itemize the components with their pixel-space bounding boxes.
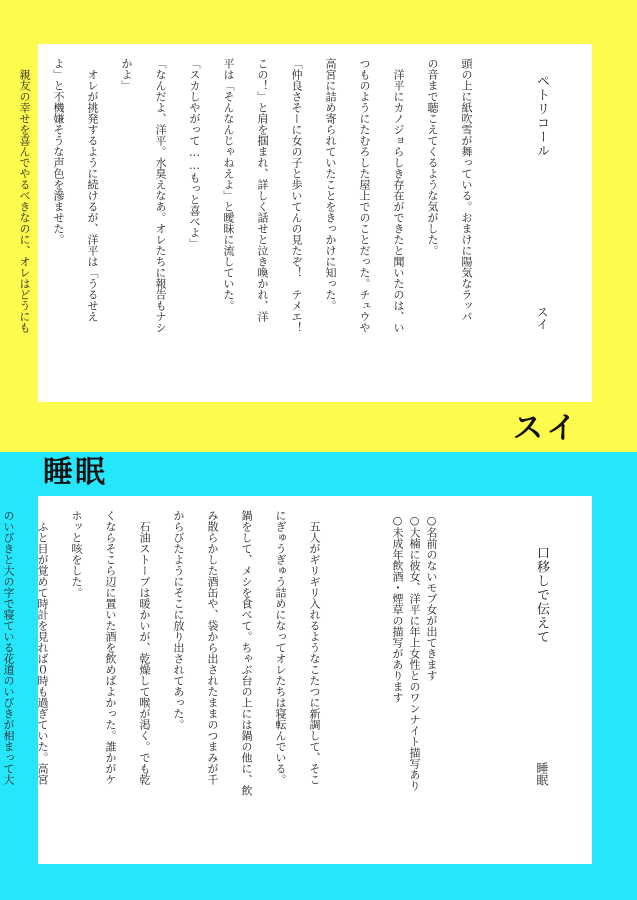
warning-item: ○未成年飲酒・煙草の描写があります: [391, 514, 404, 703]
warning-item: ○大楠に彼女、洋平に年上女性とのワンナイト描写あり: [408, 514, 421, 791]
body-line: 石油ストーブは暖かいが、乾燥して喉が渇く。でも乾: [138, 521, 151, 785]
body-line: 親友の幸せを喜んでやるべきなのに、オレはどうにも: [18, 69, 31, 333]
body-line: 「スカしやがって……もっと喜べよ」: [188, 58, 201, 249]
body-line: にぎゅうぎゅう詰めになってオレたちは寝転んでいる。: [274, 510, 287, 785]
warning-item: ○名前のないモブ女が出てきます: [425, 514, 438, 681]
body-line: 洋平にカノジョらしき存在ができたと聞いたのは、い: [392, 69, 405, 333]
body-line: ホッと咳をした。: [70, 510, 83, 598]
body-line: 平は「そんなんじゃねえよ」と曖昧に流していた。: [222, 58, 235, 311]
body-line: からびたようにそこに放り出されてあった。: [172, 510, 185, 730]
work-title: 口移しで伝えて: [534, 546, 549, 644]
body-line: この！」と肩を掴まれ、詳しく話せと泣き喚かれ、洋: [256, 58, 269, 322]
manuscript-page-petrichor: [18, 44, 592, 402]
work-author: スイ: [535, 306, 549, 330]
body-line: 五人がギリギリ入れるようなこたつに新調して、そこ: [308, 521, 321, 785]
work-body: [0, 510, 340, 856]
body-line: 高宮に詰め寄られていたことをきっかけに知った。: [324, 58, 337, 311]
body-line: つものようにたむろした屋上でのことだった。チュウや: [358, 58, 371, 333]
body-line: よ」と不機嫌そうな声色を滲ませた。: [52, 58, 65, 245]
body-line: み散らかした酒缶や、袋から出されたままのつまみが千: [206, 510, 219, 785]
body-line: 鍋をして、メシを食べて。ちゃぶ台の上には鍋の他に、飲: [240, 510, 253, 796]
body-line: ふと目が覚めて時計を見れば０時も過ぎていた。高宮: [36, 521, 49, 785]
body-line: かよ」: [120, 58, 133, 91]
body-line: 「仲良さそーに女の子と歩いてんの見たぞ！ テメエ！: [290, 58, 303, 333]
body-line: の音まで聴こえてくるような気がした。: [426, 58, 439, 256]
body-line: オレが挑発するように続けるが、洋平は「うるせえ: [86, 69, 99, 322]
work-author: 睡眠: [535, 762, 549, 786]
body-line: 頭の上に紙吹雪が舞っている。おまけに陽気なラッパ: [460, 58, 473, 322]
work-title: ペトリコール: [534, 74, 549, 158]
body-line: くならそこら辺に置いた酒を飲めばよかった。誰かがケ: [104, 510, 117, 785]
manuscript-page-kuchiutsushi: [2, 496, 592, 864]
author-label-sui: スイ: [513, 411, 581, 446]
body-line: 「なんだよ、洋平。水臭えなあ。オレたちに報告もナシ: [154, 58, 167, 333]
author-label-suimin: 睡眠: [43, 455, 107, 490]
content-warnings: [389, 514, 440, 834]
work-body: [0, 58, 492, 394]
body-line: のいびきと大の字で寝ている花道のいびきが相まって大: [2, 510, 15, 785]
